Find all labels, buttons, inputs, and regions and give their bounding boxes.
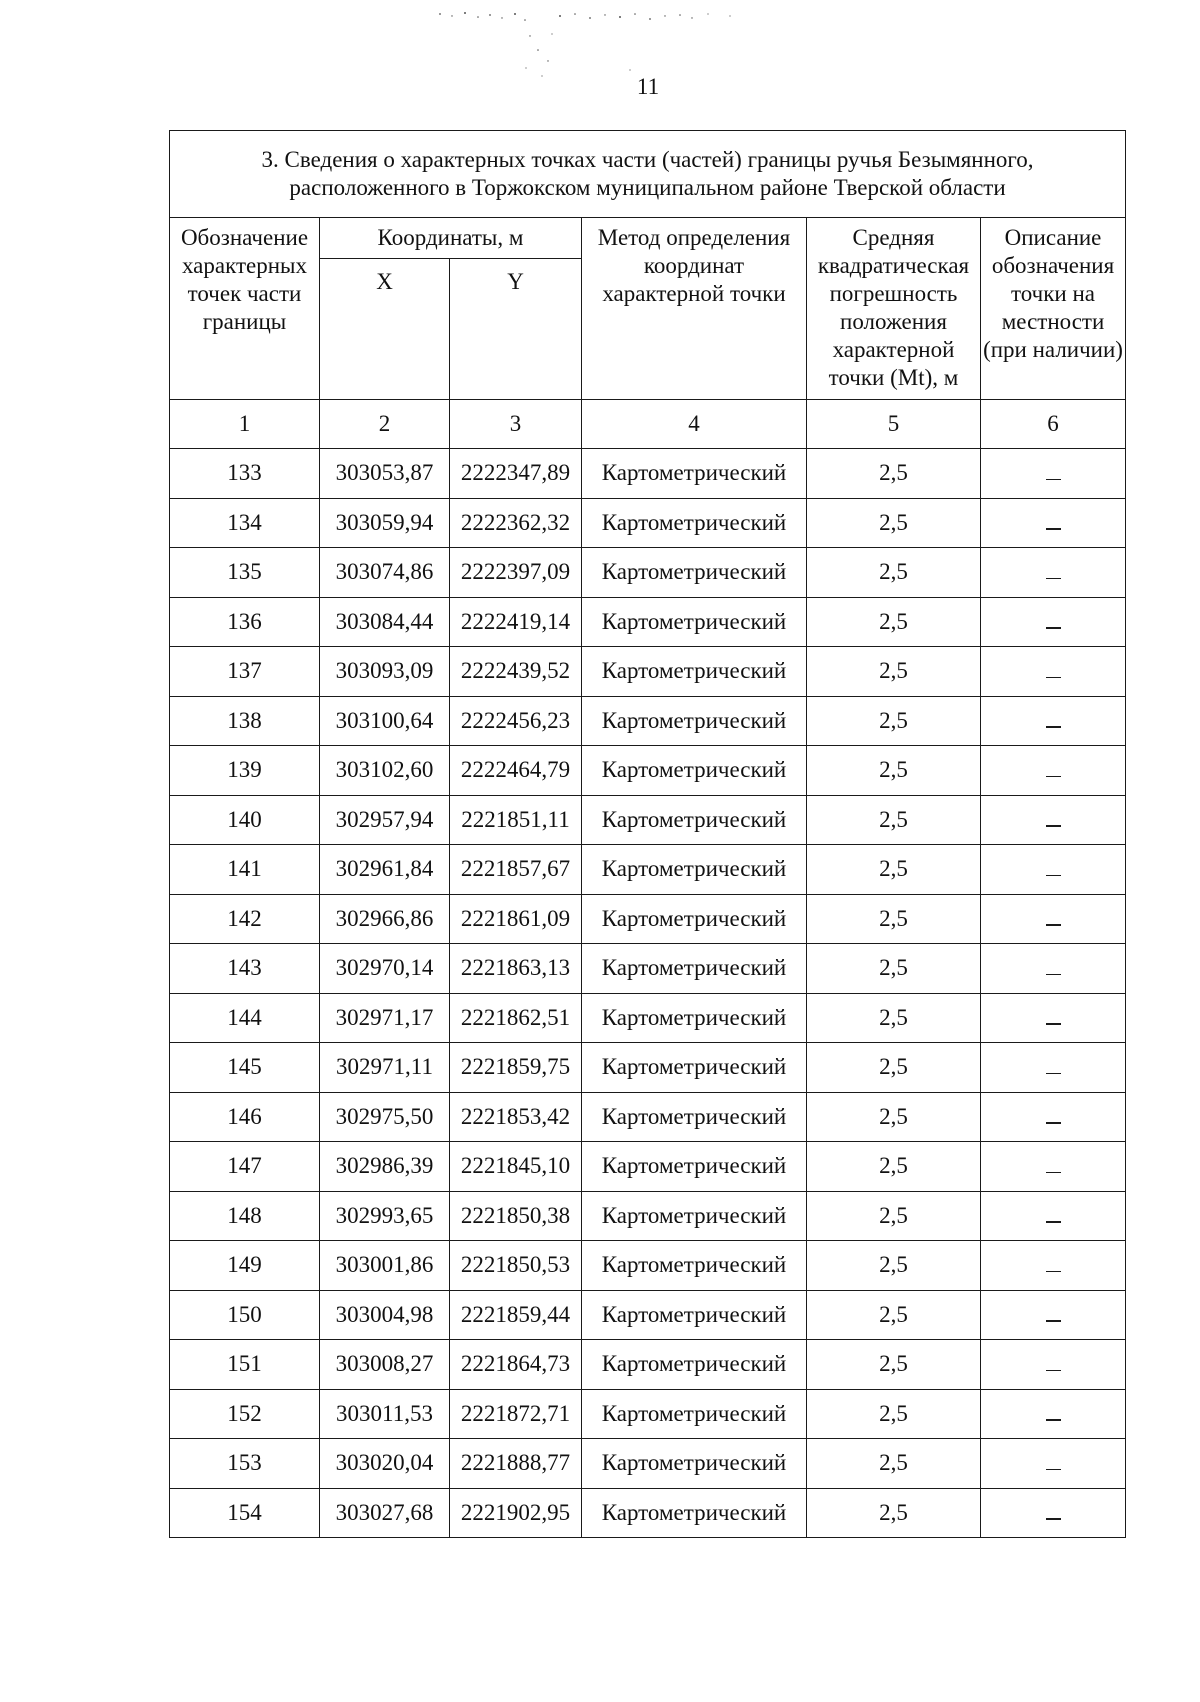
point-number-cell: 137 [170,647,320,697]
description-cell [981,1488,1126,1538]
coord-y-cell: 2221902,95 [450,1488,582,1538]
coord-y-cell: 2221862,51 [450,993,582,1043]
method-cell: Картометрический [582,894,807,944]
coord-x-cell: 303011,53 [320,1389,450,1439]
description-cell [981,795,1126,845]
page-number: 11 [636,74,660,99]
coord-y-cell: 2222397,09 [450,548,582,598]
coord-x-cell: 303102,60 [320,746,450,796]
point-number-cell: 136 [170,597,320,647]
coord-x-cell: 302970,14 [320,944,450,994]
empty-dash-mark [1046,1518,1061,1520]
coord-y-cell: 2221850,53 [450,1241,582,1291]
error-cell: 2,5 [807,1389,981,1439]
coord-y-cell: 2221888,77 [450,1439,582,1489]
coord-y-cell: 2221859,75 [450,1043,582,1093]
description-cell [981,1439,1126,1489]
empty-dash-mark [1046,479,1061,481]
error-cell: 2,5 [807,449,981,499]
coord-x-cell: 302966,86 [320,894,450,944]
header-y: Y [450,259,582,400]
table-row [170,449,1126,499]
coord-y-cell: 2221857,67 [450,845,582,895]
coord-y-cell: 2221850,38 [450,1191,582,1241]
table-row [170,1389,1126,1439]
error-cell: 2,5 [807,1043,981,1093]
coord-y-cell: 2221851,11 [450,795,582,845]
column-number: 3 [450,400,582,449]
point-number-cell: 135 [170,548,320,598]
method-cell: Картометрический [582,1290,807,1340]
description-cell [981,647,1126,697]
header-method: Метод определения координат характерной точки [582,218,807,400]
empty-dash-mark [1046,1172,1061,1174]
description-cell [981,993,1126,1043]
method-cell: Картометрический [582,1043,807,1093]
description-cell [981,1389,1126,1439]
empty-dash-mark [1046,726,1061,728]
point-number-cell: 147 [170,1142,320,1192]
point-number-cell: 154 [170,1488,320,1538]
column-number: 5 [807,400,981,449]
point-number-cell: 144 [170,993,320,1043]
description-cell [981,944,1126,994]
table-row [170,1241,1126,1291]
error-cell: 2,5 [807,1191,981,1241]
empty-dash-mark [1046,1271,1061,1273]
description-cell [981,597,1126,647]
boundary-points-table [169,130,1126,1538]
coord-x-cell: 303093,09 [320,647,450,697]
empty-dash-mark [1046,1073,1061,1075]
coord-x-cell: 302971,11 [320,1043,450,1093]
column-number: 6 [981,400,1126,449]
method-cell: Картометрический [582,449,807,499]
empty-dash-mark [1046,677,1061,679]
method-cell: Картометрический [582,597,807,647]
header-error: Средняя квадратическая погрешность положения характерной точки (Mt), м [807,218,981,400]
error-cell: 2,5 [807,795,981,845]
point-number-cell: 152 [170,1389,320,1439]
error-cell: 2,5 [807,548,981,598]
description-cell [981,746,1126,796]
empty-dash-mark [1046,776,1061,778]
table-row [170,944,1126,994]
error-cell: 2,5 [807,1439,981,1489]
table-row [170,845,1126,895]
method-cell: Картометрический [582,993,807,1043]
coord-x-cell: 302993,65 [320,1191,450,1241]
table-row [170,1142,1126,1192]
point-number-cell: 133 [170,449,320,499]
table-row [170,795,1126,845]
coord-y-cell: 2222419,14 [450,597,582,647]
error-cell: 2,5 [807,845,981,895]
table-row [170,597,1126,647]
method-cell: Картометрический [582,795,807,845]
table-row [170,1043,1126,1093]
coord-y-cell: 2221845,10 [450,1142,582,1192]
point-number-cell: 139 [170,746,320,796]
error-cell: 2,5 [807,1092,981,1142]
description-cell [981,1142,1126,1192]
header-x: X [320,259,450,400]
empty-dash-mark [1046,924,1061,926]
description-cell [981,548,1126,598]
error-cell: 2,5 [807,1488,981,1538]
empty-dash-mark [1046,1320,1061,1322]
table-row [170,1092,1126,1142]
coord-y-cell: 2222464,79 [450,746,582,796]
coord-x-cell: 302986,39 [320,1142,450,1192]
column-number: 2 [320,400,450,449]
coord-x-cell: 303053,87 [320,449,450,499]
method-cell: Картометрический [582,1488,807,1538]
coord-x-cell: 303059,94 [320,498,450,548]
table-row [170,498,1126,548]
coord-x-cell: 303084,44 [320,597,450,647]
empty-dash-mark [1046,627,1061,629]
description-cell [981,1191,1126,1241]
table-row [170,1439,1126,1489]
table-row [170,696,1126,746]
table-row [170,1488,1126,1538]
table-title: 3. Сведения о характерных точках части (частей) границы ручья Безымянного, расположенного в Торжокском муниципальном районе Тверской области [170,131,1126,218]
empty-dash-mark [1046,1023,1061,1025]
description-cell [981,1092,1126,1142]
point-number-cell: 150 [170,1290,320,1340]
empty-dash-mark [1046,578,1061,580]
table-row [170,1290,1126,1340]
table-row [170,647,1126,697]
description-cell [981,498,1126,548]
method-cell: Картометрический [582,1439,807,1489]
error-cell: 2,5 [807,647,981,697]
coord-x-cell: 302971,17 [320,993,450,1043]
error-cell: 2,5 [807,746,981,796]
coord-y-cell: 2221861,09 [450,894,582,944]
empty-dash-mark [1046,528,1061,530]
description-cell [981,696,1126,746]
empty-dash-mark [1046,825,1061,827]
coord-x-cell: 302975,50 [320,1092,450,1142]
error-cell: 2,5 [807,993,981,1043]
coord-y-cell: 2222362,32 [450,498,582,548]
coord-y-cell: 2221859,44 [450,1290,582,1340]
table-row [170,1191,1126,1241]
error-cell: 2,5 [807,1142,981,1192]
error-cell: 2,5 [807,1290,981,1340]
description-cell [981,1290,1126,1340]
error-cell: 2,5 [807,597,981,647]
method-cell: Картометрический [582,1191,807,1241]
method-cell: Картометрический [582,548,807,598]
point-number-cell: 146 [170,1092,320,1142]
description-cell [981,845,1126,895]
description-cell [981,894,1126,944]
empty-dash-mark [1046,1419,1061,1421]
error-cell: 2,5 [807,1340,981,1390]
point-number-cell: 141 [170,845,320,895]
table-row [170,548,1126,598]
point-number-cell: 148 [170,1191,320,1241]
error-cell: 2,5 [807,498,981,548]
error-cell: 2,5 [807,1241,981,1291]
method-cell: Картометрический [582,1340,807,1390]
point-number-cell: 151 [170,1340,320,1390]
description-cell [981,1043,1126,1093]
empty-dash-mark [1046,974,1061,976]
column-numbers-row [170,400,1126,449]
coord-y-cell: 2221872,71 [450,1389,582,1439]
method-cell: Картометрический [582,1389,807,1439]
coord-x-cell: 303008,27 [320,1340,450,1390]
coord-x-cell: 302957,94 [320,795,450,845]
empty-dash-mark [1046,875,1061,877]
error-cell: 2,5 [807,894,981,944]
empty-dash-mark [1046,1122,1061,1124]
table-row [170,993,1126,1043]
method-cell: Картометрический [582,1241,807,1291]
column-number: 1 [170,400,320,449]
description-cell [981,449,1126,499]
method-cell: Картометрический [582,696,807,746]
point-number-cell: 138 [170,696,320,746]
point-number-cell: 140 [170,795,320,845]
coord-y-cell: 2221863,13 [450,944,582,994]
point-number-cell: 145 [170,1043,320,1093]
table-row [170,1340,1126,1390]
method-cell: Картометрический [582,647,807,697]
header-point-designation: Обозначение характерных точек части границы [170,218,320,400]
coord-y-cell: 2222456,23 [450,696,582,746]
coord-x-cell: 303020,04 [320,1439,450,1489]
point-number-cell: 153 [170,1439,320,1489]
method-cell: Картометрический [582,944,807,994]
coord-x-cell: 303027,68 [320,1488,450,1538]
description-cell [981,1340,1126,1390]
coord-x-cell: 303004,98 [320,1290,450,1340]
empty-dash-mark [1046,1469,1061,1471]
method-cell: Картометрический [582,845,807,895]
method-cell: Картометрический [582,746,807,796]
error-cell: 2,5 [807,696,981,746]
coord-y-cell: 2221864,73 [450,1340,582,1390]
coord-x-cell: 302961,84 [320,845,450,895]
header-coordinates: Координаты, м [320,218,582,259]
coord-x-cell: 303074,86 [320,548,450,598]
column-number: 4 [582,400,807,449]
description-cell [981,1241,1126,1291]
table-row [170,746,1126,796]
header-description: Описание обозначения точки на местности (при наличии) [981,218,1126,400]
method-cell: Картометрический [582,1092,807,1142]
coord-y-cell: 2222439,52 [450,647,582,697]
method-cell: Картометрический [582,1142,807,1192]
point-number-cell: 149 [170,1241,320,1291]
point-number-cell: 143 [170,944,320,994]
coord-x-cell: 303100,64 [320,696,450,746]
coord-y-cell: 2221853,42 [450,1092,582,1142]
empty-dash-mark [1046,1221,1061,1223]
empty-dash-mark [1046,1370,1061,1372]
error-cell: 2,5 [807,944,981,994]
point-number-cell: 134 [170,498,320,548]
point-number-cell: 142 [170,894,320,944]
table-body [170,449,1126,1538]
table-row [170,894,1126,944]
method-cell: Картометрический [582,498,807,548]
coord-y-cell: 2222347,89 [450,449,582,499]
coord-x-cell: 303001,86 [320,1241,450,1291]
